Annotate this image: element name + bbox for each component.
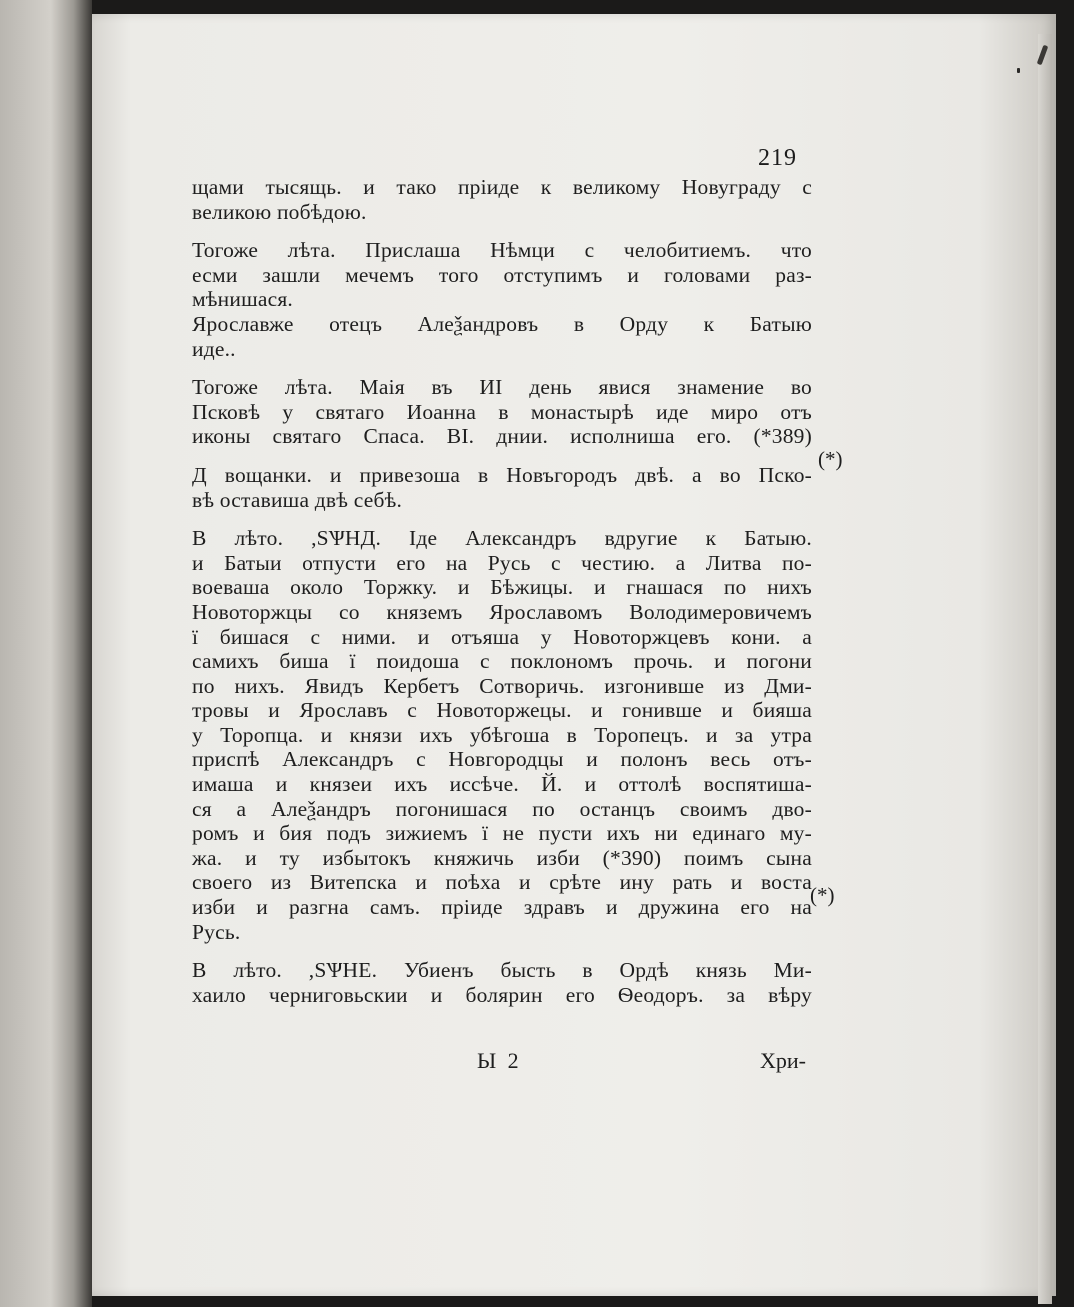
paragraph-gap [192,224,812,238]
text-line: ї бишася с ними. и отъяша у Новоторжцевъ кони. а [192,624,812,649]
text-line: Ярославже отецъ Алеѯандровъ в Орду к Батыю [192,311,812,336]
text-line: иде.. [192,336,236,361]
paragraph-gap [192,944,812,958]
text-line: Д вощанки. и привезоша в Новъгородъ двѣ. а во Пско- [192,462,812,487]
page-number: 219 [758,145,797,171]
text-line: и Батыи отпусти его на Русь с честию. а Литва по- [192,550,812,575]
paragraph-gap [192,361,812,375]
ink-dot [1017,68,1020,73]
text-line: ромъ и бия подъ зижиемъ ї не пусти ихъ ни единаго му- [192,821,812,846]
text-line: изби и разгна самъ. пріиде здравъ и дружина его на [192,895,812,920]
text-line: самихъ биша ї поидоша с поклономъ прочь. и погони [192,649,812,674]
text-line: приспѣ Александръ с Новгородцы и полонъ весь отъ- [192,747,812,772]
footnote-marker: (*) [818,447,843,471]
footnote-marker: (*) [810,883,835,907]
text-line: ся а Алеѯандръ погонишася по останцъ своимъ дво- [192,796,812,821]
text-line: вѣ оставиша двѣ себѣ. [192,487,403,512]
facing-page-edge [0,0,92,1307]
text-line: хаило черниговьскии и болярин его Ѳеодоръ. за вѣру [192,982,812,1007]
page-text [192,175,812,1007]
text-line: у Торопца. и князи ихъ убѣгоша в Торопецъ. и за утра [192,722,812,747]
text-line: воеваша около Торжку. и Бѣжицы. и гнашася по нихъ [192,575,812,600]
text-line: мѣнишася. [192,287,293,312]
signature-mark: Ы 2 [477,1048,522,1073]
text-line: тровы и Ярославъ с Новоторжецы. и гонивше и бияша [192,698,812,723]
text-line: Русь. [192,919,241,944]
text-line: имаша и князеи ихъ иссѣче. Й. и оттолѣ воспятиша- [192,772,812,797]
text-line: иконы святаго Спаса. ВІ. днии. исполниша его. (*389) [192,424,812,449]
paragraph-gap [192,512,812,526]
text-line: Тогоже лѣта. Маія въ ИІ день явися знамение во [192,375,812,400]
text-line: по нихъ. Явидъ Кербетъ Сотворичь. изгонивше из Дми- [192,673,812,698]
text-line: щами тысящь. и тако пріиде к великому Новуграду с [192,175,812,199]
text-line: Тогоже лѣта. Прислаша Нѣмци с челобитиемъ. что [192,238,812,263]
catchword: Хри- [760,1048,806,1073]
text-line: великою побѣдою. [192,199,367,224]
text-line: В лѣто. ,ЅѰНЕ. Убиенъ бысть в Ордѣ князь Ми- [192,958,812,983]
page-fore-edge [1038,34,1052,1304]
text-line: В лѣто. ,ЅѰНД. Іде Александръ вдругие к Батыю. [192,526,812,551]
text-line: своего из Витепска и поѣха и срѣте ину рать и воста [192,870,812,895]
paragraph-gap [192,449,812,463]
text-line: Псковѣ у святаго Иоанна в монастырѣ иде миро отъ [192,399,812,424]
text-line: Новоторжцы со княземъ Ярославомъ Володимеровичемъ [192,599,812,624]
text-line: жа. и ту избытокъ княжичь изби (*390) поимъ сына [192,845,812,870]
text-line: есми зашли мечемъ того отступимъ и головами раз- [192,262,812,287]
